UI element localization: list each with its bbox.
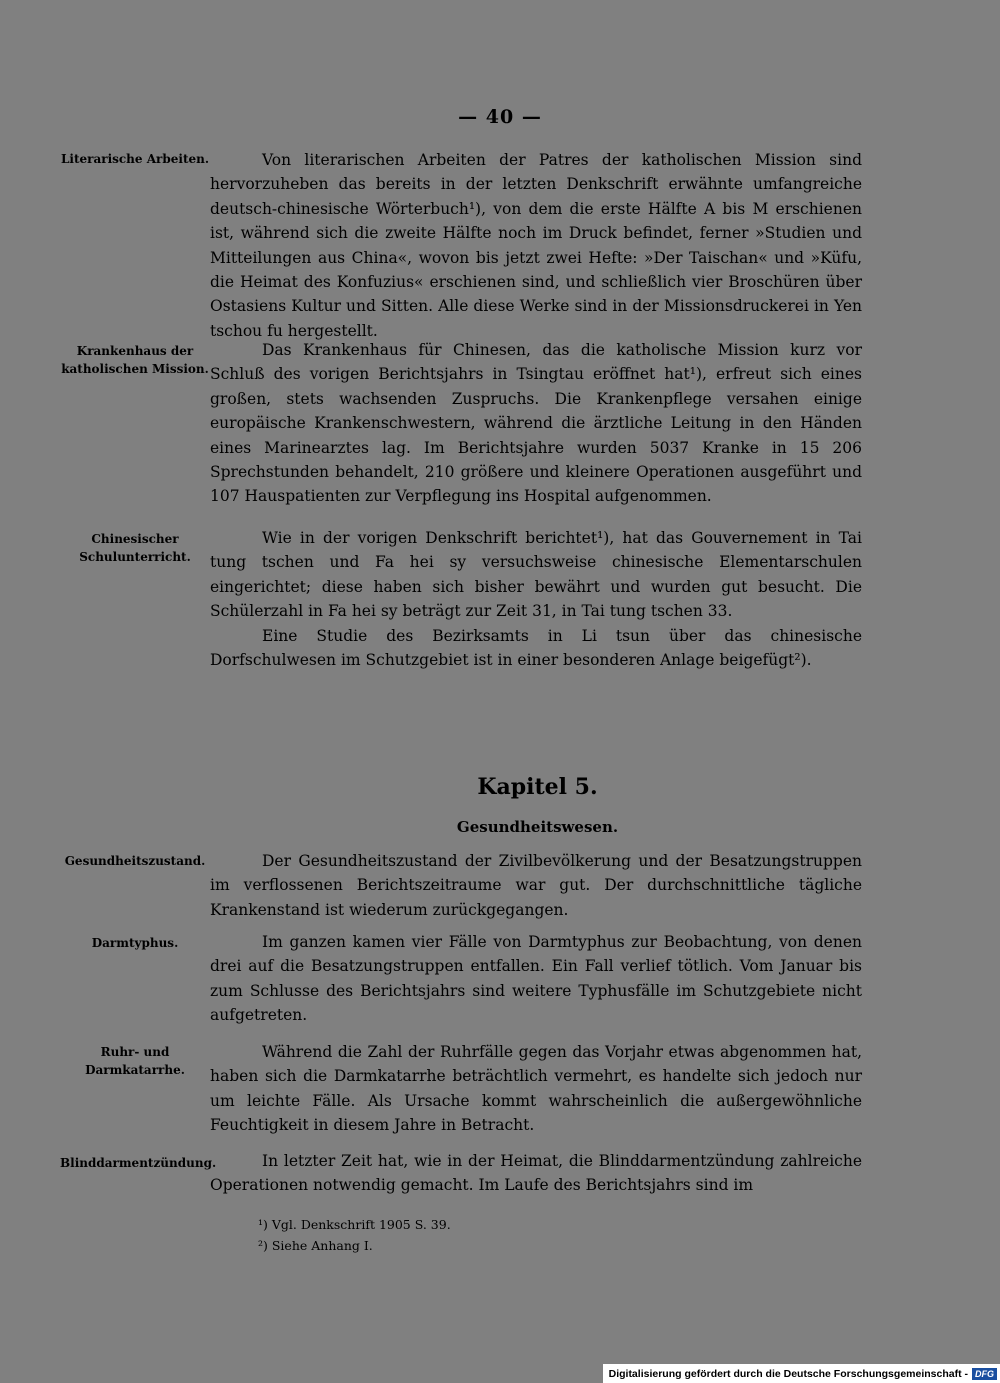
margin-note: Literarische Arbeiten. (60, 152, 210, 166)
footnote: ²) Siehe Anhang I. (258, 1238, 373, 1253)
paragraph-block (210, 849, 862, 922)
paragraph-block (210, 1149, 862, 1198)
margin-note: Darmtyphus. (91, 936, 179, 950)
chapter-title: Kapitel 5. (477, 774, 598, 800)
footnote-rule (210, 1205, 211, 1206)
margin-note: Krankenhaus der katholischen Mission. (61, 344, 209, 376)
paragraph-block (210, 930, 862, 1028)
paragraph: Wie in der vorigen Denkschrift berichtet¹), hat das Gouvernement in Tai tung tschen und Fa hei sy versuchsweise chinesische Elementarschulen eingerichtet; diese haben sich bisher bewährt und wurden gut besucht. Die Schülerzahl in Fa hei sy beträgt zur Zeit 31, in Tai tung tschen 33. (210, 529, 862, 621)
margin-note: Blinddarmentzündung. (60, 1156, 217, 1170)
paragraph-block (210, 338, 862, 509)
paragraph: Der Gesundheitszustand der Zivilbevölkerung und der Besatzungstruppen im verflossenen Berichtszeitraume war gut. Der durchschnittliche tägliche Krankenstand ist wiederum zurückgegangen. (210, 852, 862, 919)
paragraph-block (210, 148, 862, 343)
chapter-subtitle: Gesundheitswesen. (456, 818, 619, 836)
footnote: ¹) Vgl. Denkschrift 1905 S. 39. (258, 1217, 451, 1232)
margin-note: Chinesischer Schulunterricht. (79, 532, 191, 564)
paragraph: Im ganzen kamen vier Fälle von Darmtyphus zur Beobachtung, von denen drei auf die Besatzungstruppen entfallen. Ein Fall verlief tötlich. Vom Januar bis zum Schlusse des Berichtsjahrs sind weitere Typhusfälle im Schutzgebiete nicht aufgetreten. (210, 933, 862, 1025)
paragraph: In letzter Zeit hat, wie in der Heimat, die Blinddarmentzündung zahlreiche Operationen notwendig gemacht. Im Laufe des Berichtsjahrs sind im (210, 1152, 862, 1195)
dfg-logo: DFG (972, 1368, 997, 1380)
digitization-credit (603, 1364, 1000, 1383)
paragraph: Während die Zahl der Ruhrfälle gegen das Vorjahr etwas abgenommen hat, haben sich die Darmkatarrhe beträchtlich vermehrt, es handelte sich jedoch nur um leichte Fälle. Als Ursache kommt wahrscheinlich die außergewöhnliche Feuchtigkeit in diesem Jahre in Betracht. (210, 1043, 862, 1135)
footnotes (258, 1214, 451, 1256)
paragraph-block (210, 526, 862, 672)
credit-text: Digitalisierung gefördert durch die Deutsche Forschungsgemeinschaft - (608, 1367, 968, 1380)
margin-note: Gesundheitszustand. (64, 854, 206, 868)
margin-note: Ruhr- und Darmkatarrhe. (85, 1045, 185, 1077)
paragraph-block (210, 1040, 862, 1138)
paragraph: Von literarischen Arbeiten der Patres der katholischen Mission sind hervorzuheben das bereits in der letzten Denkschrift erwähnte umfangreiche deutsch-chinesische Wörterbuch¹), von dem die erste Hälfte A bis M erschienen ist, während sich die zweite Hälfte noch im Druck befindet, ferner »Studien und Mitteilungen aus China«, wovon bis jetzt zwei Hefte: »Der Taischan« und »Küfu, die Heimat des Konfuzius« erschienen sind, und schließlich vier Broschüren über Ostasiens Kultur und Sitten. Alle diese Werke sind in der Missionsdruckerei in Yen tschou fu hergestellt. (210, 151, 862, 340)
paragraph: Das Krankenhaus für Chinesen, das die katholische Mission kurz vor Schluß des vorigen Berichtsjahrs in Tsingtau eröffnet hat¹), erfreut sich eines großen, stets wachsenden Zuspruchs. Die Krankenpflege versahen einige europäische Krankenschwestern, während die ärztliche Leitung in den Händen eines Marinearztes lag. Im Berichtsjahre wurden 5037 Kranke in 15 206 Sprechstunden behandelt, 210 größere und kleinere Operationen ausgeführt und 107 Hauspatienten zur Verpflegung ins Hospital aufgenommen. (210, 341, 862, 506)
page-number: — 40 — (458, 106, 542, 128)
paragraph: Eine Studie des Bezirksamts in Li tsun über das chinesische Dorfschulwesen im Schutzgebiet ist in einer besonderen Anlage beigefügt²). (210, 626, 862, 670)
